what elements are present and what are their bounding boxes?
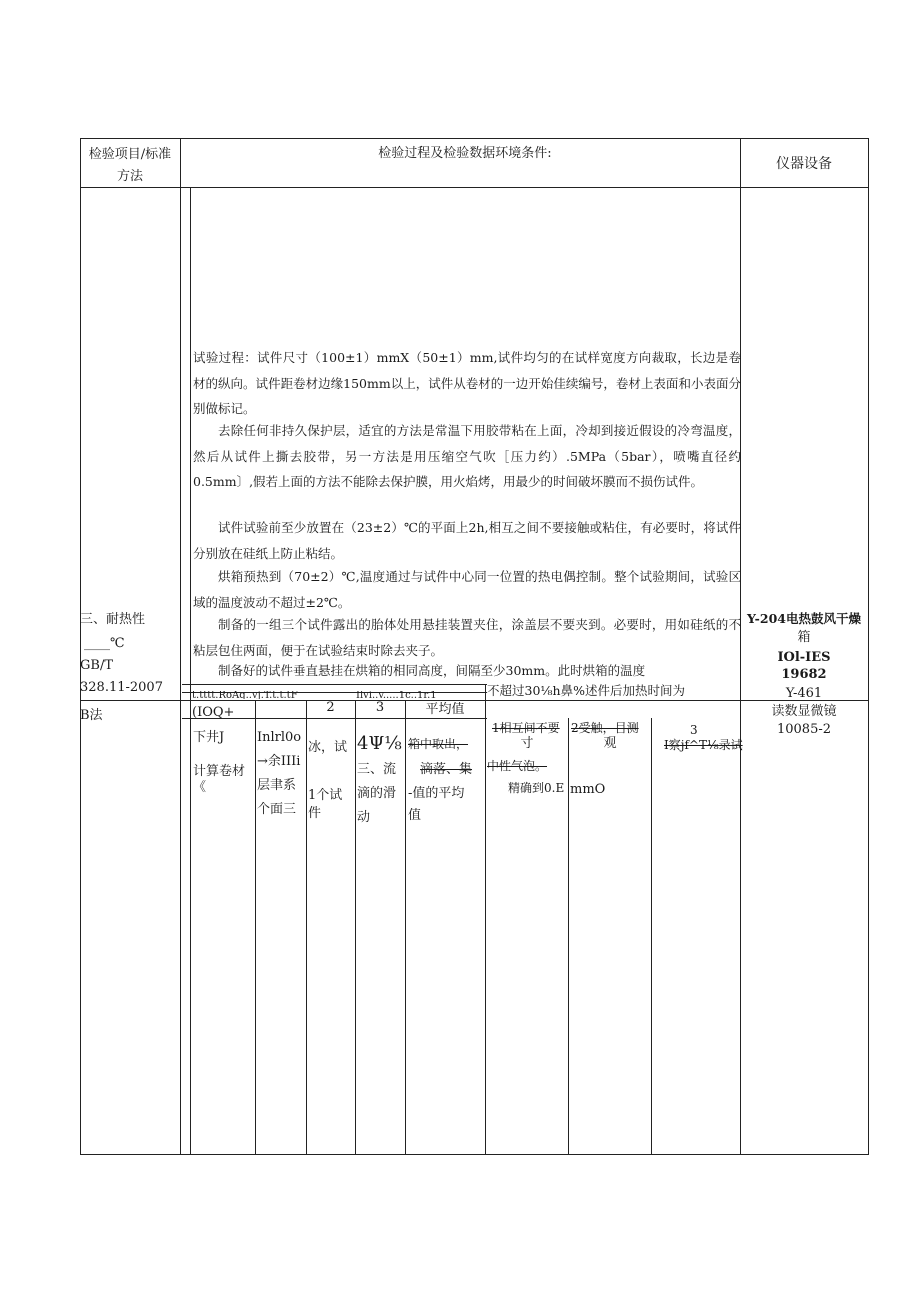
grid-c6-line1: 1相互间不要	[492, 721, 560, 735]
subheader-average: 平均值	[425, 702, 465, 717]
subheader-3: 3	[375, 700, 385, 715]
equipment-name-2: 读数显微镜	[771, 704, 837, 719]
item-temperature: ____℃	[84, 636, 125, 651]
grid-c3-line2: 1个试	[308, 788, 343, 803]
equipment-model-2: Y-461	[785, 686, 823, 701]
process-paragraph-6: 制备好的试件垂直悬挂在烘箱的相同高度，间隔至少30mm。此时烘箱的温度	[218, 663, 646, 678]
grid-c2-line2: →余IIIi	[257, 754, 301, 769]
process-paragraph-2: 去除任何非持久保护层，适宜的方法是常温下用胶带粘在上面，冷却到接近假设的冷弯温度，然后从试件上撕去胶带，另一方法是用压缩空气吹［压力约）.5MPa（5bar），喷嘴直径约0.5mm〕,假若上面的方法不能除去保护膜，用火焰烤，用最少的时间破坏膜而不损伤试件。	[193, 423, 741, 489]
equipment-model-1: Y-204电热鼓风干燥	[747, 611, 861, 626]
grid-c2-line3: 层聿系	[257, 778, 297, 793]
process-paragraph-4: 烘箱预热到（70±2）℃,温度通过与试件中心同一位置的热电偶控制。整个试验期间，试验区域的温度波动不超过±2℃。	[193, 569, 741, 610]
standard-code-number: 328.11-2007	[80, 680, 163, 695]
subheader-a: (IOQ+	[192, 705, 235, 720]
grid-c4-line4: 动	[357, 810, 371, 825]
grid-c1-line1: 下井J	[193, 730, 225, 745]
equipment-id-1: IOl-IES	[777, 650, 831, 665]
grid-c3-line3: 件	[308, 806, 322, 821]
grid-c7-line2: 观	[603, 736, 617, 751]
process-paragraph-5: 制备的一组三个试件露出的胎体处用悬挂装置夹住，涂盖层不要夹到。必要时，用如硅纸的不粘层包住两面，便于在试验结束时除去夹子。	[193, 617, 741, 658]
grid-c1-line2: 计算卷材	[193, 764, 246, 779]
grid-c7-line1: 2受触，目测	[571, 721, 639, 735]
grid-c5-line2: 滴落、集	[420, 762, 473, 777]
grid-c4-line3: 滴的滑	[357, 786, 397, 801]
equipment-model-1-suffix: 箱	[797, 630, 811, 645]
garbled-text-a: t.tttt.RoAq..vj.T.t.t.tF	[192, 691, 298, 699]
process-paragraph-3: 试件试验前至少放置在（23±2）℃的平面上2h,相互之间不要接触或粘住，有必要时，将试件分别放在硅纸上防止粘结。	[193, 520, 741, 561]
equipment-serial-1: 19682	[781, 667, 827, 682]
header-equipment: 仪器设备	[776, 156, 832, 172]
item-title: 三、耐热性	[80, 612, 146, 627]
garbled-text-b: Ilvi..v.....1c..1r.1	[356, 691, 437, 699]
method-label: B法	[80, 708, 103, 723]
grid-c6-line2: 寸	[520, 736, 534, 751]
process-paragraph-1: 试验过程：试件尺寸（100±1）mmX（50±1）mm,试件均匀的在试样宽度方向裁取，长边是卷材的纵向。试件距卷材边缘150mm以上，试件从卷材的一边开始佳续编号，卷材上表面和小表面分别做标记。	[193, 350, 741, 416]
subheader-2: 2	[326, 700, 335, 715]
grid-c5-line3: -值的平均	[408, 786, 465, 801]
grid-c8-line2: I察jf^T⅛录试	[664, 738, 743, 752]
grid-c5-line1: 箱中取出，	[408, 737, 469, 751]
grid-c4-line1: 4Ψ⅛	[357, 733, 402, 754]
standard-code-prefix: GB/T	[80, 658, 113, 673]
grid-c3-line1: 冰，试	[308, 740, 348, 755]
grid-c6-line4: 精确到0.E	[508, 781, 565, 795]
header-process: 检验过程及检验数据环境条件:	[378, 146, 552, 161]
header-item-standard: 检验项目/标准 方法	[88, 147, 172, 184]
grid-c6-line3: 中性气泡。	[487, 759, 548, 773]
equipment-serial-2: 10085-2	[776, 722, 832, 737]
grid-c7-line3: mmO	[570, 782, 606, 797]
grid-c5-line4: 值	[408, 808, 422, 823]
grid-c1-line3: 《	[193, 780, 207, 795]
grid-c2-line1: Inlrl0o	[257, 730, 302, 745]
grid-c8-line1: 3	[690, 723, 698, 737]
grid-c4-line2: 三、流	[357, 762, 397, 777]
grid-c2-line4: 个面三	[257, 802, 297, 817]
heating-note: 不超过30⅛h鼻%述件后加热时间为	[487, 683, 685, 698]
